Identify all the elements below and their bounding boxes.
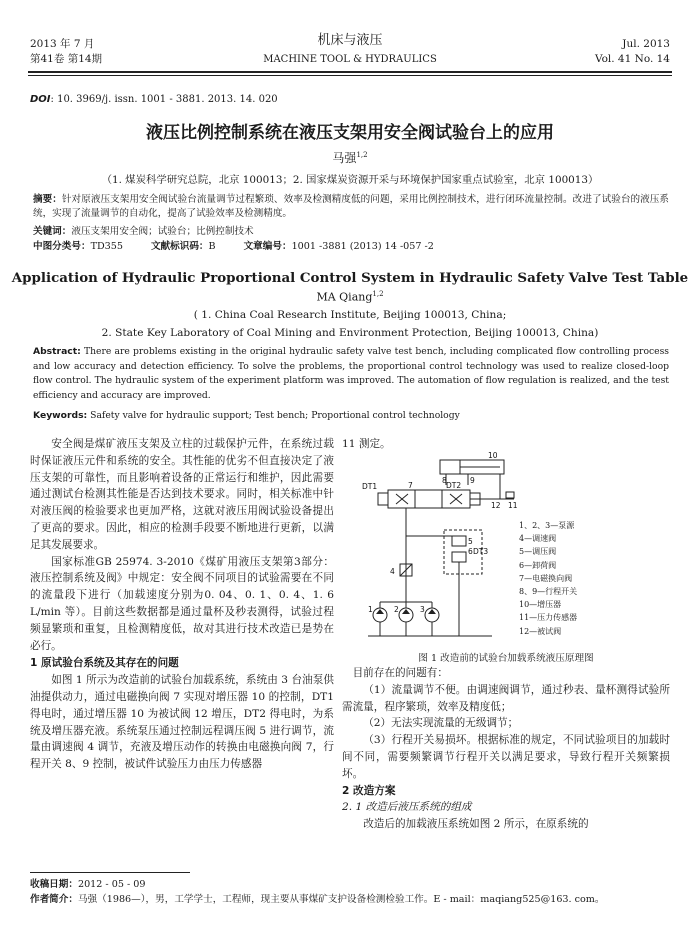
keywords-en (33, 409, 669, 423)
fig-label-10: 10 (488, 452, 498, 460)
header-volume-en: Vol. 41 No. 14 (594, 53, 670, 65)
abstract-cn-text: 针对原液压支架用安全阀试验台流量调节过程繁琐、效率及检测精度低的问题，采用比例控制技术，进行闭环流量控制。改进了试验台的液压系统，实现了流量调节的自动化，提高了试验效率及检测精度。 (33, 194, 670, 219)
fig-label-12: 12 (491, 501, 501, 510)
footnote-bio (30, 893, 670, 907)
fig-label-1: 1 (368, 605, 373, 614)
doi-value: : 10. 3969/j. issn. 1001 - 3881. 2013. 14. 020 (50, 94, 278, 105)
fig-label-11: 11 (508, 501, 518, 510)
keywords-cn (33, 225, 669, 239)
classification-line (33, 240, 669, 254)
affiliation-cn: （1. 煤炭科学研究总院，北京 100013；2. 国家煤炭资源开采与环境保护国家重点试验室，北京 100013） (101, 174, 599, 186)
abstract-en-label: Abstract: (33, 346, 81, 357)
fig-label-dt1: DT1 (362, 482, 378, 491)
abstract-en (33, 345, 669, 403)
fig-label-4: 4 (390, 567, 395, 576)
body-right-continuation: 11 测定。 (342, 438, 391, 450)
bio-label: 作者简介： (30, 894, 78, 905)
legend-item: 4—调速阀 (519, 534, 557, 544)
author-en (0, 290, 700, 304)
body-left-p1: 安全阀是煤矿液压支架及立柱的过载保护元件，在系统过载时保证液压元件和系统的安全。其性能的优劣不但直接决定了液压支架的可靠性，而且影响着设备的正常运行和维护，因此需要通过测试台检测其性能是否达到技术要求。同时，相关标准中针对液压阀的检验要求也更加严格，这就对液压用阀试验设备提出了更高的要求。因此，相应的检测手段要不断地进行更新，以满足其发展要求。 (30, 438, 334, 551)
affiliation-en-1: ( 1. China Coal Research Institute, Beijing 100013, China; (193, 309, 507, 321)
figure-1-legend (519, 519, 669, 638)
legend-item: 5—调压阀 (519, 547, 557, 557)
header-rule-thick (28, 71, 672, 73)
body-left-p3: 如图 1 所示为改造前的试验台加载系统，系统由 3 台油泵供油提供动力，通过电磁换向阀 7 实现对增压器 10 的控制，DT1 得电时，通过增压器 10 为被试阀 12 增压，DT2 得电时，为系统及增压器充液。系统泵压通过控制远程调压阀 5 进行调节，流量由调速阀 4 调节，充液及增压动作的转换由电磁换向阀 7，行程开关 8、9 控制，被试件试验压力由压力传感器 (30, 674, 334, 771)
legend-item: 8、9—行程开关 (519, 587, 578, 597)
legend-item: 7—电磁换向阀 (519, 573, 573, 583)
title-cn: 液压比例控制系统在液压支架用安全阀试验台上的应用 (146, 123, 554, 143)
article-no-value: 1001 -3881 (2013) 14 -057 -2 (291, 241, 434, 252)
header-date-cn: 2013 年 7 月 (30, 38, 95, 50)
keywords-cn-label: 关键词： (33, 226, 72, 237)
clc-label: 中图分类号： (33, 241, 91, 252)
author-en-sup: 1,2 (372, 290, 384, 298)
legend-item: 11—压力传感器 (519, 613, 578, 623)
bio-value: 马强（1986—），男，工学学士，工程师，现主要从事煤矿支护设备检测检验工作。E - mail：maqiang525@163. com。 (77, 894, 605, 905)
footnote-received (30, 878, 670, 892)
received-label: 收稿日期： (30, 879, 78, 890)
fig-label-3: 3 (420, 605, 425, 614)
author-cn-sup: 1,2 (356, 151, 368, 159)
body-right-p2: 改造后的加载液压系统如图 2 所示，在原系统的 (363, 818, 589, 831)
keywords-cn-text: 液压支架用安全阀；试验台；比例控制技术 (71, 226, 254, 237)
author-cn (0, 149, 700, 166)
legend-item: 6—卸荷阀 (519, 560, 557, 570)
fig-label-6: 6 (468, 547, 473, 556)
doc-code-value: B (208, 241, 216, 252)
clc-value: TD355 (90, 241, 123, 252)
footnote-rule (30, 872, 190, 873)
body-right-item-3: （3）行程开关易损坏。根据标准的规定，不同试验项目的加载时间不同，需要频繁调节行程开关以满足要求，导致行程开关频繁损坏。 (342, 734, 670, 780)
body-right-item-1: （1）流量调节不便。由调速阀调节，通过秒表、量杯测得试验所需流量，程序繁琐，效率及精度低； (342, 683, 670, 713)
keywords-en-label: Keywords: (33, 410, 88, 421)
doc-code-label: 文献标识码： (150, 241, 209, 252)
body-right-item-2: （2）无法实现流量的无级调节； (363, 717, 519, 730)
fig-label-dt3: DT3 (473, 547, 489, 556)
doi-label: DOI (30, 94, 51, 105)
abstract-cn (33, 193, 669, 221)
section-2-heading: 2 改造方案 (342, 784, 396, 797)
header-journal-cn: 机床与液压 (317, 33, 383, 48)
section-1-heading: 1 原试验台系统及其存在的问题 (30, 657, 179, 670)
fig-label-dt2: DT2 (446, 481, 462, 490)
header-date-en: Jul. 2013 (622, 38, 670, 50)
legend-item: 1、2、3—泵源 (519, 521, 575, 530)
section-2-1-heading: 2. 1 改造后液压系统的组成 (342, 801, 472, 814)
author-en-name: MA Qiang (316, 290, 373, 304)
abstract-en-text: There are problems existing in the original hydraulic safety valve test bench, including complicated flow controlling process and low accuracy and detection efficiency. To solve the problems, the proportional control technology was used to realize closed-loop flow control. The hydraulic system of the experiment platform was improved. The automation of flow regulation is realized, and the test efficiency and accuracy are improved. (33, 346, 669, 401)
figure-1-diagram (360, 452, 520, 644)
fig-label-7: 7 (408, 481, 413, 490)
fig-label-9: 9 (470, 476, 475, 485)
abstract-cn-label: 摘要： (33, 194, 62, 205)
legend-item: 10—增压器 (519, 600, 562, 610)
header-volume-cn: 第41卷 第14期 (30, 53, 103, 65)
article-no-label: 文章编号： (243, 241, 292, 252)
header-journal-en: MACHINE TOOL & HYDRAULICS (263, 54, 437, 65)
body-right-p1: 目前存在的问题有： (352, 667, 448, 679)
directional-valve-7-shape (388, 490, 470, 508)
fig-label-5: 5 (468, 537, 473, 546)
fig-label-8: 8 (442, 476, 447, 485)
received-value: 2012 - 05 - 09 (77, 879, 146, 890)
affiliation-en-2: 2. State Key Laboratory of Coal Mining and Environment Protection, Beijing 100013, China) (101, 327, 599, 339)
body-left-p2: 国家标准GB 25974. 3-2010《煤矿用液压支架第3部分：液压控制系统及阀》中规定：安全阀不同项目的试验需要在不同的流量段下进行（加载速度分别为0. 04、0. 1、0. 4、1. 6 L/min 等）。目前这些数据都是通过量杯及秒表测得，试验过程频显繁琐和重复，且检测精度低，故对其进行技术改造已是势在必行。 (30, 555, 334, 652)
figure-1-caption: 图 1 改造前的试验台加载系统液压原理图 (418, 653, 594, 664)
fig-label-2: 2 (394, 605, 399, 614)
legend-item: 12—被试阀 (519, 626, 562, 636)
body-left-column (30, 436, 334, 773)
author-cn-name: 马强 (332, 151, 357, 165)
keywords-en-text: Safety valve for hydraulic support; Test bench; Proportional control technology (90, 410, 460, 421)
title-en: Application of Hydraulic Proportional Control System in Hydraulic Safety Valve Test Table (11, 270, 689, 286)
doi-line (30, 94, 278, 105)
body-right-column (342, 665, 670, 833)
header-rule-thin (28, 75, 672, 76)
